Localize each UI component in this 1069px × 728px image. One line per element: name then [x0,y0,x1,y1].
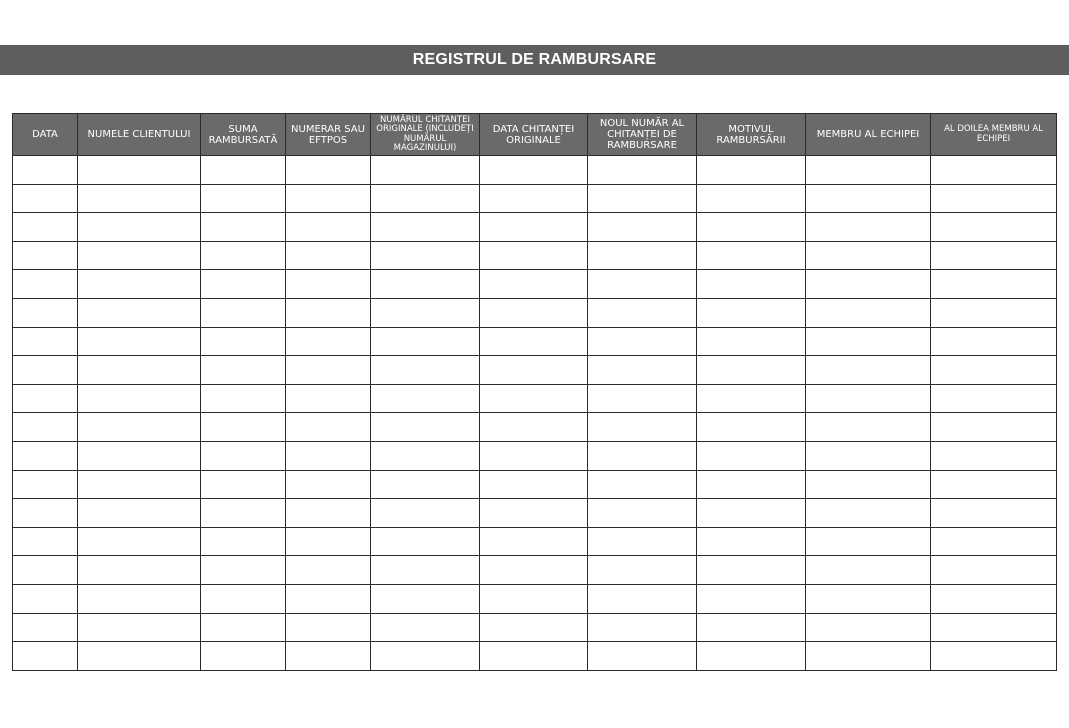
table-row [13,441,1057,470]
table-cell-al-doilea[interactable] [931,470,1057,499]
table-cell-membru[interactable] [806,213,931,242]
table-cell-noul-numar[interactable] [588,384,697,413]
table-cell-motiv[interactable] [697,298,806,327]
table-row [13,499,1057,528]
table-cell-data-chitanta[interactable] [480,499,588,528]
refund-register-table [12,113,1057,671]
column-header-original-receipt-date: DATA CHITANȚEI ORIGINALE [480,114,588,156]
document-title: REGISTRUL DE RAMBURSARE [412,51,657,68]
table-cell-al-doilea[interactable] [931,527,1057,556]
table-cell-suma[interactable] [201,298,286,327]
table-cell-data[interactable] [13,241,78,270]
table-cell-data-chitanta[interactable] [480,356,588,385]
table-cell-chitanta[interactable] [371,441,480,470]
table-cell-numerar[interactable] [286,213,371,242]
table-cell-al-doilea[interactable] [931,156,1057,185]
table-cell-chitanta[interactable] [371,298,480,327]
column-header-new-receipt-number: NOUL NUMĂR AL CHITANȚEI DE RAMBURSARE [588,114,697,156]
table-row [13,213,1057,242]
column-header-data: DATA [13,114,78,156]
table-cell-membru[interactable] [806,613,931,642]
column-header-client-name: NUMELE CLIENTULUI [78,114,201,156]
table-cell-al-doilea[interactable] [931,584,1057,613]
table-cell-numerar[interactable] [286,270,371,299]
table-cell-al-doilea[interactable] [931,556,1057,585]
table-cell-suma[interactable] [201,156,286,185]
table-row [13,527,1057,556]
table-cell-noul-numar[interactable] [588,298,697,327]
table-cell-al-doilea[interactable] [931,184,1057,213]
table-cell-client[interactable] [78,642,201,671]
column-header-refund-reason: MOTIVUL RAMBURSĂRII [697,114,806,156]
table-cell-chitanta[interactable] [371,213,480,242]
table-cell-data-chitanta[interactable] [480,270,588,299]
table-cell-data-chitanta[interactable] [480,642,588,671]
table-cell-motiv[interactable] [697,642,806,671]
table-cell-client[interactable] [78,298,201,327]
table-cell-client[interactable] [78,584,201,613]
table-cell-data-chitanta[interactable] [480,470,588,499]
table-cell-noul-numar[interactable] [588,413,697,442]
table-cell-client[interactable] [78,213,201,242]
table-cell-membru[interactable] [806,241,931,270]
table-cell-noul-numar[interactable] [588,213,697,242]
table-row [13,642,1057,671]
table-cell-membru[interactable] [806,441,931,470]
table-cell-numerar[interactable] [286,184,371,213]
table-cell-data-chitanta[interactable] [480,298,588,327]
table-cell-data[interactable] [13,499,78,528]
table-cell-client[interactable] [78,413,201,442]
table-cell-data[interactable] [13,270,78,299]
table-cell-membru[interactable] [806,556,931,585]
table-row [13,413,1057,442]
table-cell-noul-numar[interactable] [588,556,697,585]
table-cell-suma[interactable] [201,327,286,356]
table-cell-membru[interactable] [806,642,931,671]
table-cell-noul-numar[interactable] [588,270,697,299]
table-cell-membru[interactable] [806,327,931,356]
table-cell-data-chitanta[interactable] [480,441,588,470]
table-header-row [13,114,1057,156]
table-cell-suma[interactable] [201,470,286,499]
table-cell-suma[interactable] [201,213,286,242]
table-row [13,584,1057,613]
table-cell-al-doilea[interactable] [931,499,1057,528]
table-cell-suma[interactable] [201,241,286,270]
table-cell-al-doilea[interactable] [931,356,1057,385]
table-cell-numerar[interactable] [286,298,371,327]
table-cell-data-chitanta[interactable] [480,584,588,613]
table-cell-suma[interactable] [201,556,286,585]
table-cell-motiv[interactable] [697,613,806,642]
table-cell-chitanta[interactable] [371,156,480,185]
table-cell-al-doilea[interactable] [931,384,1057,413]
table-cell-noul-numar[interactable] [588,470,697,499]
table-cell-chitanta[interactable] [371,470,480,499]
table-cell-suma[interactable] [201,441,286,470]
table-cell-data-chitanta[interactable] [480,413,588,442]
table-cell-data-chitanta[interactable] [480,156,588,185]
table-cell-client[interactable] [78,441,201,470]
table-cell-data[interactable] [13,470,78,499]
table-row [13,270,1057,299]
table-cell-membru[interactable] [806,527,931,556]
table-row [13,384,1057,413]
table-cell-noul-numar[interactable] [588,327,697,356]
table-cell-numerar[interactable] [286,642,371,671]
table-cell-noul-numar[interactable] [588,584,697,613]
table-cell-suma[interactable] [201,413,286,442]
table-cell-numerar[interactable] [286,499,371,528]
table-cell-data-chitanta[interactable] [480,241,588,270]
table-cell-numerar[interactable] [286,156,371,185]
table-cell-numerar[interactable] [286,584,371,613]
column-header-payment-method: NUMERAR SAU EFTPOS [286,114,371,156]
column-header-second-team-member: AL DOILEA MEMBRU AL ECHIPEI [931,114,1057,156]
table-cell-numerar[interactable] [286,613,371,642]
table-cell-client[interactable] [78,384,201,413]
table-cell-motiv[interactable] [697,441,806,470]
table-cell-suma[interactable] [201,642,286,671]
table-cell-motiv[interactable] [697,499,806,528]
table-row [13,470,1057,499]
table-cell-suma[interactable] [201,184,286,213]
table-cell-data[interactable] [13,441,78,470]
table-cell-numerar[interactable] [286,356,371,385]
table-cell-data-chitanta[interactable] [480,613,588,642]
table-cell-chitanta[interactable] [371,327,480,356]
table-cell-noul-numar[interactable] [588,241,697,270]
table-cell-membru[interactable] [806,413,931,442]
table-cell-al-doilea[interactable] [931,441,1057,470]
table-cell-motiv[interactable] [697,584,806,613]
table-cell-numerar[interactable] [286,527,371,556]
table-cell-motiv[interactable] [697,213,806,242]
table-cell-numerar[interactable] [286,413,371,442]
table-cell-chitanta[interactable] [371,499,480,528]
table-cell-numerar[interactable] [286,441,371,470]
table-cell-motiv[interactable] [697,527,806,556]
table-cell-membru[interactable] [806,156,931,185]
table-cell-noul-numar[interactable] [588,184,697,213]
column-header-amount: SUMA RAMBURSATĂ [201,114,286,156]
table-cell-membru[interactable] [806,298,931,327]
table-cell-client[interactable] [78,470,201,499]
table-cell-membru[interactable] [806,384,931,413]
table-cell-data-chitanta[interactable] [480,213,588,242]
table-cell-noul-numar[interactable] [588,441,697,470]
column-header-original-receipt-number: NUMĂRUL CHITANȚEI ORIGINALE (INCLUDEȚI NUMĂRUL MAGAZINULUI) [371,114,480,156]
table-cell-al-doilea[interactable] [931,642,1057,671]
table-cell-data-chitanta[interactable] [480,184,588,213]
table-cell-data[interactable] [13,156,78,185]
table-cell-client[interactable] [78,327,201,356]
table-cell-suma[interactable] [201,584,286,613]
table-cell-client[interactable] [78,527,201,556]
table-cell-data-chitanta[interactable] [480,527,588,556]
table-cell-chitanta[interactable] [371,241,480,270]
table-cell-suma[interactable] [201,384,286,413]
table-cell-client[interactable] [78,499,201,528]
table-cell-motiv[interactable] [697,556,806,585]
table-cell-data[interactable] [13,584,78,613]
table-cell-membru[interactable] [806,499,931,528]
table-cell-chitanta[interactable] [371,613,480,642]
table-cell-numerar[interactable] [286,327,371,356]
table-cell-data-chitanta[interactable] [480,556,588,585]
table-cell-membru[interactable] [806,470,931,499]
table-body [13,156,1057,671]
table-row [13,298,1057,327]
table-cell-al-doilea[interactable] [931,270,1057,299]
table-cell-numerar[interactable] [286,384,371,413]
table-cell-chitanta[interactable] [371,270,480,299]
column-header-team-member: MEMBRU AL ECHIPEI [806,114,931,156]
table-cell-data[interactable] [13,356,78,385]
table-cell-client[interactable] [78,270,201,299]
table-cell-al-doilea[interactable] [931,298,1057,327]
table-cell-motiv[interactable] [697,384,806,413]
table-cell-chitanta[interactable] [371,527,480,556]
table-cell-chitanta[interactable] [371,584,480,613]
table-cell-al-doilea[interactable] [931,213,1057,242]
table-cell-data-chitanta[interactable] [480,327,588,356]
table-cell-client[interactable] [78,156,201,185]
table-cell-membru[interactable] [806,356,931,385]
table-cell-membru[interactable] [806,584,931,613]
table-row [13,241,1057,270]
table-row [13,184,1057,213]
table-cell-noul-numar[interactable] [588,156,697,185]
table-cell-noul-numar[interactable] [588,642,697,671]
table-cell-motiv[interactable] [697,241,806,270]
table-cell-noul-numar[interactable] [588,356,697,385]
table-cell-suma[interactable] [201,356,286,385]
table-cell-data[interactable] [13,642,78,671]
table-cell-chitanta[interactable] [371,384,480,413]
table-cell-suma[interactable] [201,527,286,556]
table-row [13,356,1057,385]
table-cell-al-doilea[interactable] [931,613,1057,642]
table-cell-data[interactable] [13,213,78,242]
table-cell-chitanta[interactable] [371,413,480,442]
table-cell-chitanta[interactable] [371,642,480,671]
table-cell-al-doilea[interactable] [931,327,1057,356]
table-cell-motiv[interactable] [697,470,806,499]
table-cell-numerar[interactable] [286,241,371,270]
table-cell-numerar[interactable] [286,470,371,499]
title-bar [0,45,1069,75]
table-row [13,327,1057,356]
table-cell-data[interactable] [13,613,78,642]
table-cell-noul-numar[interactable] [588,499,697,528]
table-cell-motiv[interactable] [697,327,806,356]
table-cell-chitanta[interactable] [371,556,480,585]
table-cell-al-doilea[interactable] [931,241,1057,270]
table-cell-noul-numar[interactable] [588,613,697,642]
table-cell-data[interactable] [13,298,78,327]
table-cell-client[interactable] [78,241,201,270]
table-cell-numerar[interactable] [286,556,371,585]
table-row [13,556,1057,585]
table-cell-data[interactable] [13,327,78,356]
table-cell-motiv[interactable] [697,156,806,185]
table-cell-suma[interactable] [201,270,286,299]
table-cell-data[interactable] [13,413,78,442]
table-cell-client[interactable] [78,613,201,642]
table-cell-motiv[interactable] [697,270,806,299]
table-cell-data[interactable] [13,556,78,585]
table-cell-data[interactable] [13,527,78,556]
table-cell-motiv[interactable] [697,413,806,442]
table-cell-suma[interactable] [201,613,286,642]
table-cell-al-doilea[interactable] [931,413,1057,442]
table-cell-client[interactable] [78,184,201,213]
table-cell-client[interactable] [78,356,201,385]
table-cell-chitanta[interactable] [371,356,480,385]
table-row [13,613,1057,642]
table-cell-suma[interactable] [201,499,286,528]
table-cell-membru[interactable] [806,184,931,213]
table-cell-data[interactable] [13,184,78,213]
table-row [13,156,1057,185]
table-cell-chitanta[interactable] [371,184,480,213]
table-cell-motiv[interactable] [697,356,806,385]
table-cell-motiv[interactable] [697,184,806,213]
table-cell-data[interactable] [13,384,78,413]
table-cell-membru[interactable] [806,270,931,299]
table-cell-noul-numar[interactable] [588,527,697,556]
table-cell-client[interactable] [78,556,201,585]
table-cell-data-chitanta[interactable] [480,384,588,413]
